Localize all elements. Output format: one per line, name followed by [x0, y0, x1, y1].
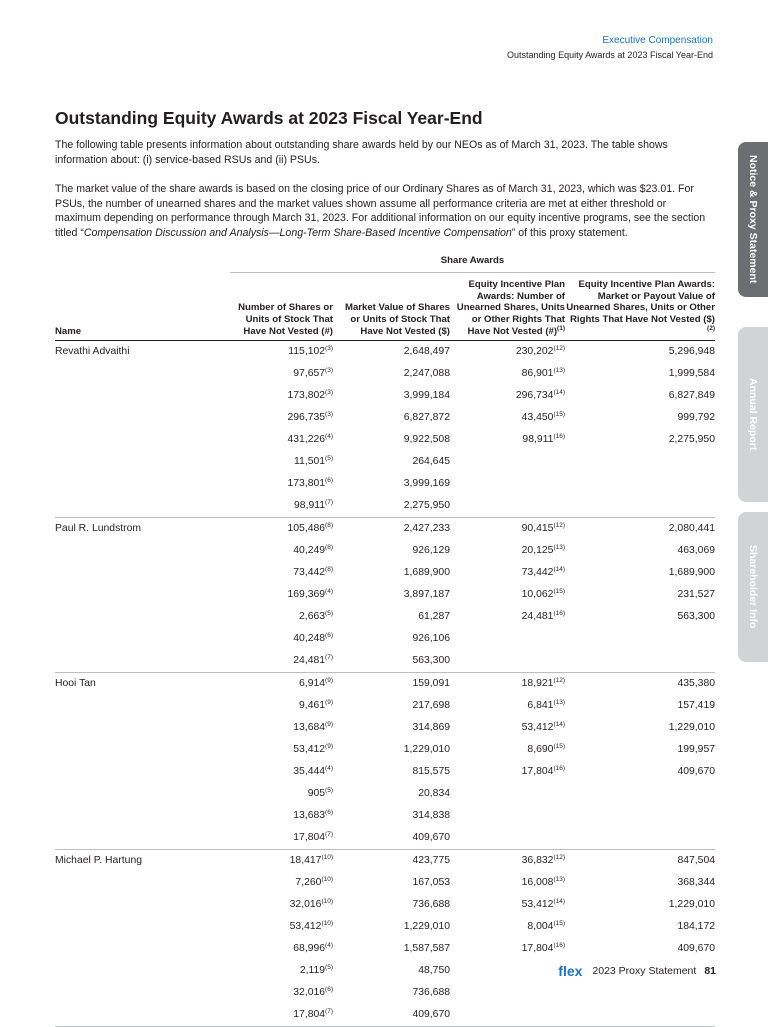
table-row — [55, 783, 715, 805]
cell-shares: 35,444$^{(4)}$ — [293, 765, 333, 778]
cell-name — [55, 695, 230, 717]
column-header-shares: Number of Shares or Units of Stock That Have Not Vested (#) — [230, 272, 333, 340]
cell-shares: 6,914$^{(9)}$ — [299, 677, 333, 690]
tab-annual-report[interactable] — [738, 327, 768, 502]
cell-payout: 1,229,010 — [668, 899, 715, 911]
cell-unearned: 18,921$^{(12)}$ — [521, 677, 565, 690]
cell-shares: 2,663$^{(5)}$ — [299, 610, 333, 623]
cell-payout: 1,689,900 — [668, 567, 715, 579]
cell-unearned: 36,832$^{(12)}$ — [521, 854, 565, 867]
cell-name — [55, 872, 230, 894]
cell-shares: 98,911$^{(7)}$ — [230, 495, 333, 518]
page-header — [507, 35, 713, 61]
table-row — [55, 385, 715, 407]
page-title: Outstanding Equity Awards at 2023 Fiscal Year-End — [55, 108, 483, 128]
cell-shares: 32,016$^{(10)}$ — [289, 898, 333, 911]
cell-payout: 6,827,849 — [668, 390, 715, 402]
cell-shares: 53,412$^{(10)}$ — [289, 920, 333, 933]
column-header-market-value: Market Value of Shares or Units of Stock That Have Not Vested ($) — [333, 272, 450, 340]
cell-payout: 231,527 — [677, 589, 715, 601]
cell-market-value: 9,922,508 — [403, 434, 450, 446]
paragraph-text-end: ” of this proxy statement. — [511, 226, 628, 239]
cell-name: Michael P. Hartung — [55, 855, 143, 867]
table-row — [55, 672, 715, 695]
cell-name — [55, 473, 230, 495]
cell-unearned — [450, 827, 565, 850]
section-title: Executive Compensation — [602, 35, 713, 46]
cell-market-value: 1,229,010 — [403, 921, 450, 933]
table-row — [55, 628, 715, 650]
cell-shares: 17,804$^{(7)}$ — [230, 1004, 333, 1027]
cell-name: Paul R. Lundstrom — [55, 523, 142, 535]
table-row — [55, 739, 715, 761]
cell-unearned — [450, 960, 565, 982]
tab-shareholder-info[interactable] — [738, 512, 768, 662]
paragraph-text: The market value of the share awards is based on the closing price of our Ordinary Shares as of March 31, 2023, which was $23.01. For PSUs, the number of unearned shares and the market values shown assume all performance criteria are met at either threshold or maximum depending on performance through March 31, 2023. For additional information on our equity incentive programs, see the section titled “ — [55, 183, 706, 239]
cell-shares: 13,684$^{(9)}$ — [293, 721, 333, 734]
table-row — [55, 540, 715, 562]
cell-shares: 105,486$^{(8)}$ — [287, 522, 333, 535]
cell-unearned: 90,415$^{(12)}$ — [521, 522, 565, 535]
cell-market-value: 61,287 — [418, 611, 450, 623]
cell-unearned — [450, 783, 565, 805]
cell-shares: 68,996$^{(4)}$ — [293, 942, 333, 955]
cell-name — [55, 385, 230, 407]
equity-awards-table — [55, 250, 715, 1027]
cell-shares: 17,804$^{(7)}$ — [230, 827, 333, 850]
table-body — [55, 340, 715, 1026]
cell-name — [55, 982, 230, 1004]
cell-name — [55, 894, 230, 916]
table-row — [55, 849, 715, 872]
cell-unearned: 43,450$^{(15)}$ — [521, 411, 565, 424]
cell-unearned: 10,062$^{(15)}$ — [521, 588, 565, 601]
cell-payout: 409,670 — [677, 766, 715, 778]
cell-unearned — [450, 473, 565, 495]
cell-name — [55, 761, 230, 783]
header-spacer — [55, 250, 230, 272]
side-navigation — [738, 0, 768, 1000]
cell-payout: 847,504 — [677, 855, 715, 867]
tab-label: Annual Report — [747, 378, 759, 451]
cell-name — [55, 562, 230, 584]
cell-unearned — [450, 495, 565, 518]
cell-shares: 9,461$^{(9)}$ — [299, 699, 333, 712]
cell-shares: 7,260$^{(10)}$ — [295, 876, 333, 889]
flex-logo: flex — [558, 963, 583, 979]
cell-unearned: 17,804$^{(16)}$ — [521, 942, 565, 955]
table-row — [55, 407, 715, 429]
cell-name — [55, 495, 230, 518]
table-row — [55, 650, 715, 673]
cell-payout: 5,296,948 — [668, 346, 715, 358]
cell-name — [55, 650, 230, 673]
cell-shares: 18,417$^{(10)}$ — [289, 854, 333, 867]
cell-unearned — [450, 982, 565, 1004]
cell-unearned: 73,442$^{(14)}$ — [521, 566, 565, 579]
cell-shares: 115,102$^{(3)}$ — [288, 345, 333, 358]
cell-market-value: 736,688 — [412, 987, 450, 999]
table-row — [55, 517, 715, 540]
market-value-paragraph — [55, 182, 715, 240]
cell-market-value: 926,106 — [412, 633, 450, 645]
cell-payout: 1,229,010 — [668, 722, 715, 734]
cell-market-value: 6,827,872 — [403, 412, 450, 424]
cell-unearned — [450, 628, 565, 650]
cell-market-value: 20,834 — [418, 788, 450, 800]
cell-name — [55, 783, 230, 805]
cell-shares: 73,442$^{(8)}$ — [293, 566, 333, 579]
cell-unearned: 53,412$^{(14)}$ — [521, 898, 565, 911]
cell-unearned: 8,690$^{(15)}$ — [527, 743, 565, 756]
table-row — [55, 562, 715, 584]
cell-payout: 463,069 — [677, 545, 715, 557]
table-row — [55, 429, 715, 451]
cell-unearned: 230,202$^{(12)}$ — [515, 345, 565, 358]
cell-payout — [565, 650, 715, 673]
cell-shares: 24,481$^{(7)}$ — [230, 650, 333, 673]
cell-name: Hooi Tan — [55, 678, 96, 690]
cell-shares: 97,657$^{(3)}$ — [293, 367, 333, 380]
cell-shares: 53,412$^{(9)}$ — [293, 743, 333, 756]
tab-label: Shareholder Info — [747, 545, 759, 629]
cell-name — [55, 717, 230, 739]
cell-payout — [565, 783, 715, 805]
cell-payout — [565, 451, 715, 473]
cell-shares: 2,119$^{(5)}$ — [299, 964, 333, 977]
cell-payout: 435,380 — [677, 678, 715, 690]
cell-payout — [565, 628, 715, 650]
table-row — [55, 363, 715, 385]
table-row — [55, 894, 715, 916]
table-row — [55, 805, 715, 827]
cell-market-value: 815,575 — [412, 766, 450, 778]
cell-market-value: 926,129 — [412, 545, 450, 557]
table-row — [55, 761, 715, 783]
cell-market-value: 563,300 — [333, 650, 450, 673]
cell-market-value: 3,897,187 — [403, 589, 450, 601]
cell-unearned: 24,481$^{(16)}$ — [521, 610, 565, 623]
cell-unearned: 296,734$^{(14)}$ — [515, 389, 565, 402]
cell-unearned — [450, 650, 565, 673]
cell-name — [55, 429, 230, 451]
cell-payout: 368,344 — [677, 877, 715, 889]
cell-payout: 157,419 — [677, 700, 715, 712]
cell-name — [55, 363, 230, 385]
cell-name — [55, 1004, 230, 1027]
cell-shares: 40,248$^{(6)}$ — [293, 632, 333, 645]
table-row — [55, 584, 715, 606]
cell-market-value: 736,688 — [412, 899, 450, 911]
intro-paragraph: The following table presents information about outstanding share awards held by our NEOs as of March 31, 2023. The table shows information about: (i) service-based RSUs and (ii) PSUs. — [55, 139, 668, 166]
cell-unearned: 6,841$^{(13)}$ — [527, 699, 565, 712]
cell-market-value: 2,648,497 — [403, 346, 450, 358]
cell-market-value: 1,689,900 — [403, 567, 450, 579]
cell-name — [55, 805, 230, 827]
cell-name — [55, 584, 230, 606]
cell-unearned: 17,804$^{(16)}$ — [521, 765, 565, 778]
cell-market-value: 423,775 — [412, 855, 450, 867]
table-row — [55, 982, 715, 1004]
cell-market-value: 264,645 — [412, 456, 450, 468]
document-name: 2023 Proxy Statement — [592, 965, 697, 977]
page-number: 81 — [704, 965, 716, 977]
cell-shares: 431,226$^{(4)}$ — [287, 433, 333, 446]
column-header-name: Name — [55, 272, 230, 340]
table-row — [55, 495, 715, 518]
cell-market-value: 314,869 — [412, 722, 450, 734]
cell-shares: 905$^{(5)}$ — [307, 787, 333, 800]
cell-market-value: 217,698 — [412, 700, 450, 712]
paragraph-italic-reference: Compensation Discussion and Analysis—Long-Term Share-Based Incentive Compensation — [83, 226, 512, 239]
cell-name — [55, 827, 230, 850]
subsection-title: Outstanding Equity Awards at 2023 Fiscal Year-End — [507, 50, 713, 60]
cell-shares: 32,016$^{(6)}$ — [293, 986, 333, 999]
cell-shares: 13,683$^{(6)}$ — [293, 809, 333, 822]
cell-unearned — [450, 1004, 565, 1027]
cell-payout — [565, 805, 715, 827]
cell-name — [55, 628, 230, 650]
cell-shares: 296,735$^{(3)}$ — [287, 411, 333, 424]
cell-market-value: 314,838 — [412, 810, 450, 822]
cell-name — [55, 960, 230, 982]
cell-payout: 1,999,584 — [668, 368, 715, 380]
cell-unearned — [450, 451, 565, 473]
cell-name — [55, 407, 230, 429]
cell-payout: 2,275,950 — [668, 434, 715, 446]
cell-shares: 173,801$^{(6)}$ — [287, 477, 333, 490]
cell-name — [55, 540, 230, 562]
cell-payout — [565, 495, 715, 518]
cell-unearned: 16,008$^{(13)}$ — [521, 876, 565, 889]
table-row — [55, 872, 715, 894]
cell-name — [55, 739, 230, 761]
cell-market-value: 409,670 — [333, 1004, 450, 1027]
cell-name — [55, 451, 230, 473]
cell-market-value: 159,091 — [412, 678, 450, 690]
cell-payout: 409,670 — [677, 943, 715, 955]
table-row — [55, 340, 715, 363]
cell-unearned: 8,004$^{(15)}$ — [527, 920, 565, 933]
cell-market-value: 48,750 — [418, 965, 450, 977]
cell-payout — [565, 827, 715, 850]
table-row — [55, 916, 715, 938]
cell-name — [55, 938, 230, 960]
tab-label: Notice & Proxy Statement — [747, 155, 759, 284]
cell-payout: 184,172 — [677, 921, 715, 933]
cell-market-value: 1,229,010 — [403, 744, 450, 756]
cell-market-value: 3,999,184 — [403, 390, 450, 402]
cell-payout — [565, 473, 715, 495]
cell-payout: 2,080,441 — [668, 523, 715, 535]
cell-shares: 40,249$^{(8)}$ — [293, 544, 333, 557]
table-row — [55, 827, 715, 850]
cell-unearned: 98,911$^{(16)}$ — [522, 433, 565, 446]
table-row — [55, 938, 715, 960]
cell-payout: 999,792 — [677, 412, 715, 424]
cell-market-value: 2,275,950 — [333, 495, 450, 518]
cell-market-value: 1,587,587 — [403, 943, 450, 955]
column-header-unearned-shares: Equity Incentive Plan Awards: Number of Unearned Shares, Units or Other Rights That Have Not Vested (#)$^{(1)}$ — [450, 272, 565, 340]
cell-payout: 563,300 — [677, 611, 715, 623]
cell-unearned: 53,412$^{(14)}$ — [521, 721, 565, 734]
table-row — [55, 717, 715, 739]
page-footer — [558, 963, 716, 979]
column-header-payout-value: Equity Incentive Plan Awards: Market or Payout Value of Unearned Shares, Units or Other Rights That Have Not Vested ($)$^{(2)}$ — [565, 272, 715, 340]
cell-name: Revathi Advaithi — [55, 346, 130, 358]
table-row — [55, 1004, 715, 1027]
cell-shares: 169,369$^{(4)}$ — [287, 588, 333, 601]
cell-unearned — [450, 805, 565, 827]
cell-shares: 173,802$^{(3)}$ — [287, 389, 333, 402]
cell-unearned: 20,125$^{(13)}$ — [521, 544, 565, 557]
cell-market-value: 167,053 — [412, 877, 450, 889]
table-row — [55, 451, 715, 473]
cell-unearned: 86,901$^{(13)}$ — [521, 367, 565, 380]
cell-payout: 199,957 — [677, 744, 715, 756]
cell-payout — [565, 982, 715, 1004]
tab-notice-proxy-statement[interactable] — [738, 142, 768, 297]
share-awards-group-header: Share Awards — [230, 250, 715, 272]
table-row — [55, 473, 715, 495]
cell-market-value: 409,670 — [333, 827, 450, 850]
table-row — [55, 695, 715, 717]
cell-market-value: 3,999,169 — [403, 478, 450, 490]
cell-payout — [565, 1004, 715, 1027]
cell-market-value: 2,247,088 — [403, 368, 450, 380]
cell-shares: 11,501$^{(5)}$ — [294, 455, 333, 468]
cell-name — [55, 606, 230, 628]
cell-market-value: 2,427,233 — [403, 523, 450, 535]
table-row — [55, 606, 715, 628]
cell-name — [55, 916, 230, 938]
